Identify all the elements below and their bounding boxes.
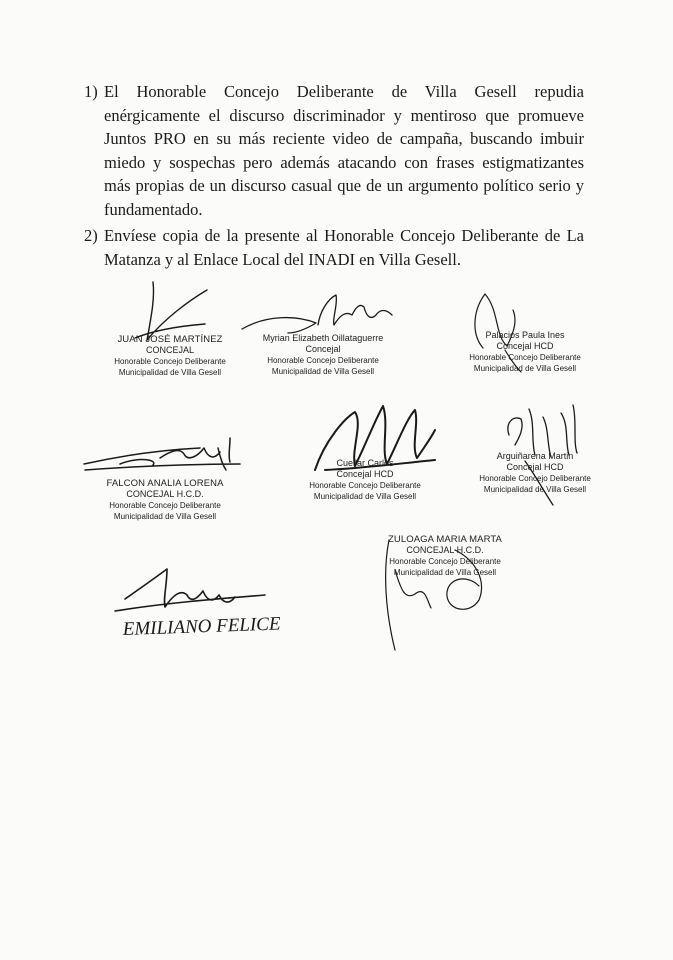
signer-name: FALCON ANALIA LORENA [106, 478, 224, 489]
article-number: 2) [84, 226, 98, 245]
article-number: 1) [84, 82, 98, 101]
handwritten-signature [105, 555, 305, 650]
signer-role: CONCEJAL [145, 345, 194, 355]
signature-block-falcon [80, 430, 250, 530]
signer-name: Cuellar Carlos [336, 458, 394, 468]
resolution-articles [84, 80, 584, 271]
signature-block-cuellar [285, 400, 445, 510]
signature-block-palacios [455, 290, 595, 390]
signature-block-felice [105, 555, 305, 650]
handwritten-name: EMILIANO FELICE [122, 613, 281, 640]
article-text: El Honorable Concejo Deliberante de Villa Gesell repudia enérgicamente el discurso discriminador y mentiroso que promueve Juntos PRO en su más reciente video de campaña, buscando imbuir miedo y sospechas pero además atacando con frases estigmatizantes más propias de un discurso casual que de un argumento político serio y fundamentado. [104, 82, 584, 219]
signer-municipality: Municipalidad de Villa Gesell [393, 568, 497, 577]
signer-municipality: Municipalidad de Villa Gesell [118, 368, 222, 377]
signer-role: Concejal HCD [336, 469, 394, 479]
signer-name: ZULOAGA MARIA MARTA [388, 534, 502, 545]
article-2 [84, 224, 584, 271]
signer-body: Honorable Concejo Deliberante [389, 557, 501, 566]
signer-body: Honorable Concejo Deliberante [114, 357, 226, 366]
signature-block-arguinarena [465, 405, 605, 510]
signer-role: CONCEJAL H.C.D. [406, 545, 484, 555]
signer-body: Honorable Concejo Deliberante [479, 474, 591, 483]
signer-name: Arguiñarena Martin [496, 451, 574, 461]
article-text: Envíese copia de la presente al Honorable Concejo Deliberante de La Matanza y al Enlace Local del INADI en Villa Gesell. [104, 226, 584, 269]
article-1 [84, 80, 584, 221]
signer-municipality: Municipalidad de Villa Gesell [483, 485, 587, 494]
signature-block-oillataguerre [236, 285, 406, 385]
signer-role: Concejal [305, 344, 341, 354]
signer-body: Honorable Concejo Deliberante [109, 501, 221, 510]
signer-name: Myrian Elizabeth Oillataguerre [262, 333, 384, 343]
signer-municipality: Municipalidad de Villa Gesell [271, 367, 375, 376]
signer-name: JUAN JOSÉ MARTÍNEZ [117, 334, 223, 345]
signer-body: Honorable Concejo Deliberante [469, 353, 581, 362]
signer-role: Concejal HCD [496, 341, 554, 351]
signer-municipality: Municipalidad de Villa Gesell [313, 492, 417, 501]
signer-role: CONCEJAL H.C.D. [126, 489, 204, 499]
signer-name: Palacios Paula Ines [485, 330, 565, 340]
signer-municipality: Municipalidad de Villa Gesell [113, 512, 217, 521]
signer-municipality: Municipalidad de Villa Gesell [473, 364, 577, 373]
signer-body: Honorable Concejo Deliberante [309, 481, 421, 490]
signer-role: Concejal HCD [506, 462, 564, 472]
signature-block-zuloaga [375, 530, 515, 660]
signature-block-martinez [95, 278, 245, 378]
signer-body: Honorable Concejo Deliberante [267, 356, 379, 365]
